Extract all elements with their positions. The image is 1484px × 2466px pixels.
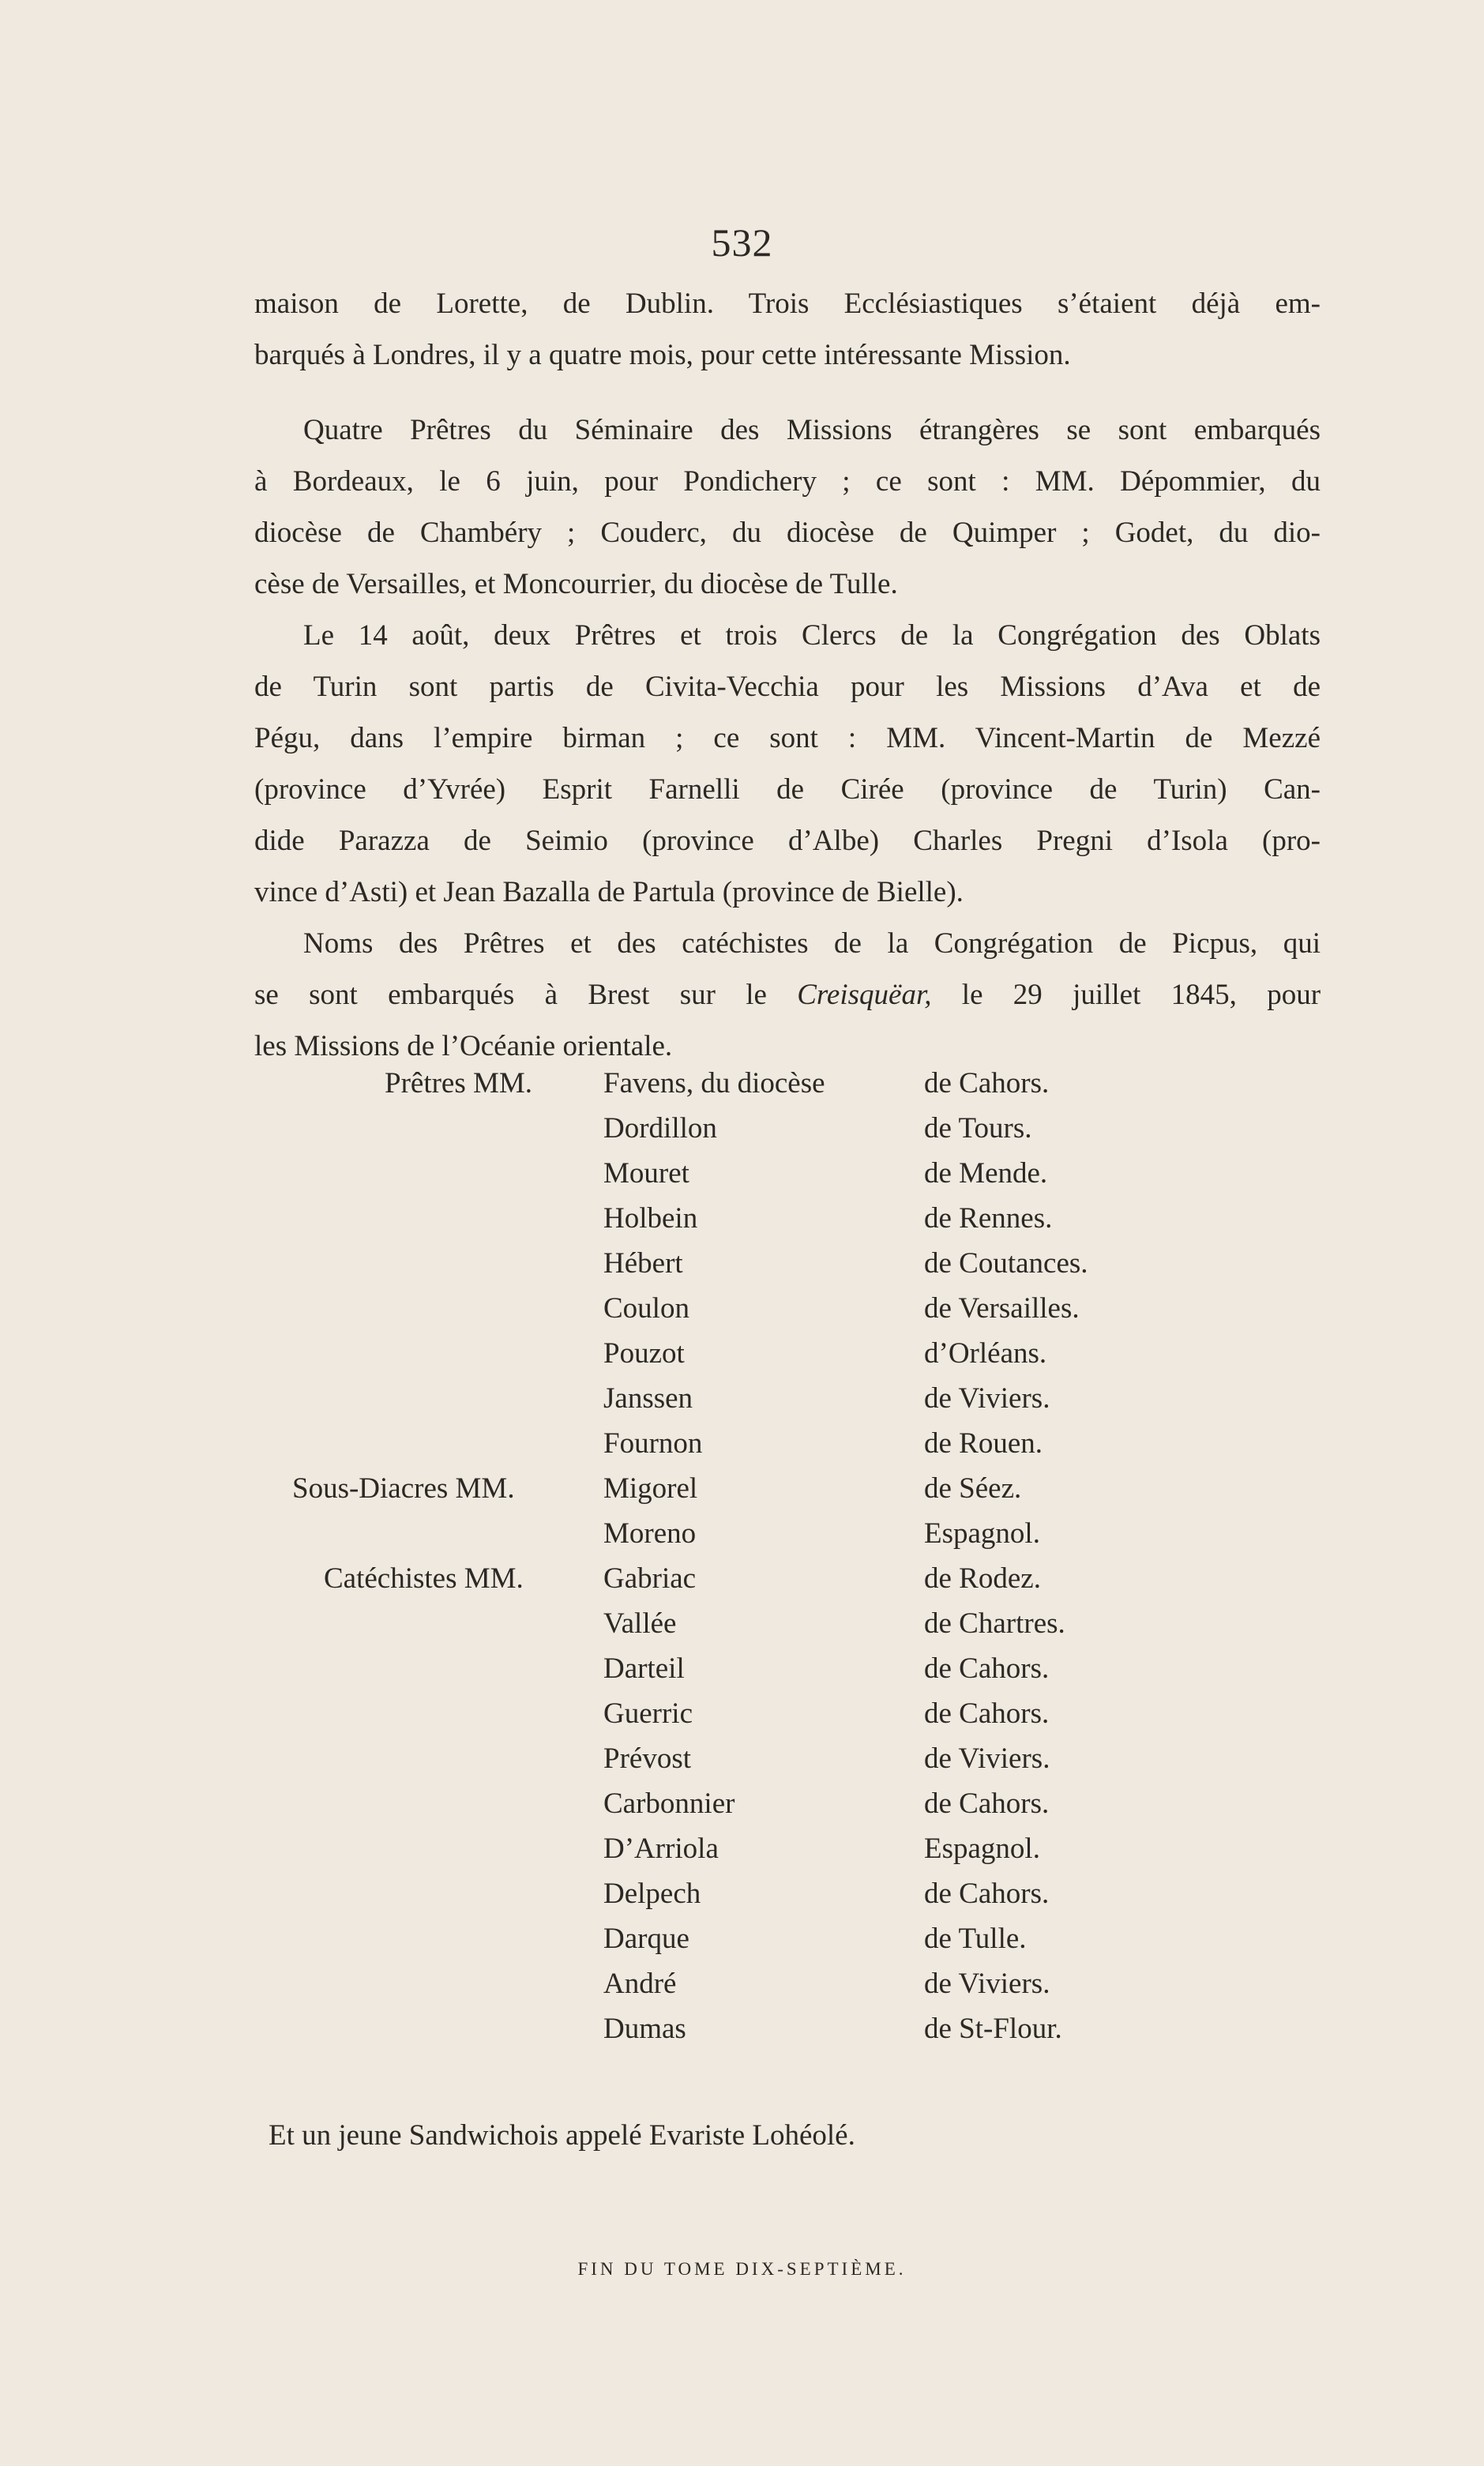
paragraph-line: dide Parazza de Seimio (province d’Albe) Charles Pregni d’Isola (pro- [254,825,1321,857]
roster-name: Vallée [603,1607,677,1640]
roster-name: Moreno [603,1517,697,1550]
roster-name: Darteil [603,1652,685,1685]
group-label-sous-diacres: Sous-Diacres MM. [292,1472,515,1505]
roster-name: Darque [603,1923,689,1955]
roster-name: Fournon [603,1427,703,1460]
roster-origin: de Rodez. [924,1562,1041,1595]
group-label-catechistes: Catéchistes MM. [324,1562,524,1595]
roster-origin: de Cahors. [924,1878,1050,1910]
paragraph-line: diocèse de Chambéry ; Couderc, du diocèse de Quimper ; Godet, du dio- [254,517,1321,549]
paragraph-line: Noms des Prêtres et des catéchistes de la Congrégation de Picpus, qui [303,927,1321,960]
roster-origin: de Viviers. [924,1742,1050,1775]
roster-name: Carbonnier [603,1787,735,1820]
group-label-pretres: Prêtres MM. [385,1067,533,1100]
roster-origin: de Viviers. [924,1968,1050,2000]
roster-origin: de Mende. [924,1157,1048,1190]
roster-origin: Espagnol. [924,1517,1040,1550]
paragraph-line: vince d’Asti) et Jean Bazalla de Partula (province de Bielle). [254,876,964,908]
paragraph-line: Pégu, dans l’empire birman ; ce sont : MM. Vincent-Martin de Mezzé [254,722,1321,754]
paragraph-line: barqués à Londres, il y a quatre mois, pour cette intéressante Mission. [254,339,1071,371]
roster-origin: de Tours. [924,1112,1032,1145]
roster-origin: de Tulle. [924,1923,1027,1955]
roster-origin: de Versailles. [924,1292,1080,1325]
roster-name: Favens, du diocèse [603,1067,825,1100]
roster-origin: de Rennes. [924,1202,1053,1235]
roster-origin: de Cahors. [924,1787,1050,1820]
paragraph-line: de Turin sont partis de Civita-Vecchia pour les Missions d’Ava et de [254,671,1321,703]
closing-line: Et un jeune Sandwichois appelé Evariste Lohéolé. [269,2119,855,2152]
roster-name: Mouret [603,1157,689,1190]
roster-origin: de Viviers. [924,1382,1050,1415]
roster-origin: de Coutances. [924,1247,1088,1280]
ship-name: Creisquëar, [797,979,932,1011]
roster-origin: de Chartres. [924,1607,1065,1640]
roster-name: Prévost [603,1742,691,1775]
roster-name: Delpech [603,1878,701,1910]
roster-name: Hébert [603,1247,683,1280]
paragraph-line: les Missions de l’Océanie orientale. [254,1030,673,1062]
paragraph-line: Le 14 août, deux Prêtres et trois Clercs de la Congrégation des Oblats [303,619,1321,652]
roster-name: Dumas [603,2013,686,2045]
page-number: 532 [711,220,773,265]
paragraph-line: cèse de Versailles, et Moncourrier, du diocèse de Tulle. [254,568,898,600]
roster-name: Dordillon [603,1112,717,1145]
roster-name: Holbein [603,1202,698,1235]
roster-origin: de St-Flour. [924,2013,1062,2045]
roster-name: D’Arriola [603,1833,719,1865]
roster-origin: de Cahors. [924,1652,1050,1685]
paragraph-line: (province d’Yvrée) Esprit Farnelli de Cirée (province de Turin) Can- [254,773,1321,806]
roster-name: Coulon [603,1292,689,1325]
roster-origin: de Cahors. [924,1697,1050,1730]
line-text: se sont embarqués à Brest sur le [254,979,767,1011]
roster-name: Gabriac [603,1562,697,1595]
paragraph-line: Quatre Prêtres du Séminaire des Missions étrangères se sont embarqués [303,414,1321,446]
paragraph-line: maison de Lorette, de Dublin. Trois Ecclésiastiques s’étaient déjà em- [254,288,1321,320]
roster-origin: de Séez. [924,1472,1022,1505]
line-text: le 29 juillet 1845, pour [961,979,1321,1011]
paragraph-line: à Bordeaux, le 6 juin, pour Pondichery ; ce sont : MM. Dépommier, du [254,465,1321,498]
roster-origin: de Rouen. [924,1427,1043,1460]
colophon: FIN DU TOME DIX-SEPTIÈME. [577,2259,907,2279]
roster-origin: d’Orléans. [924,1337,1047,1370]
roster-name: Janssen [603,1382,693,1415]
roster-name: André [603,1968,677,2000]
roster-origin: Espagnol. [924,1833,1040,1865]
roster-name: Migorel [603,1472,698,1505]
roster-name: Guerric [603,1697,693,1730]
roster-name: Pouzot [603,1337,685,1370]
roster-origin: de Cahors. [924,1067,1050,1100]
